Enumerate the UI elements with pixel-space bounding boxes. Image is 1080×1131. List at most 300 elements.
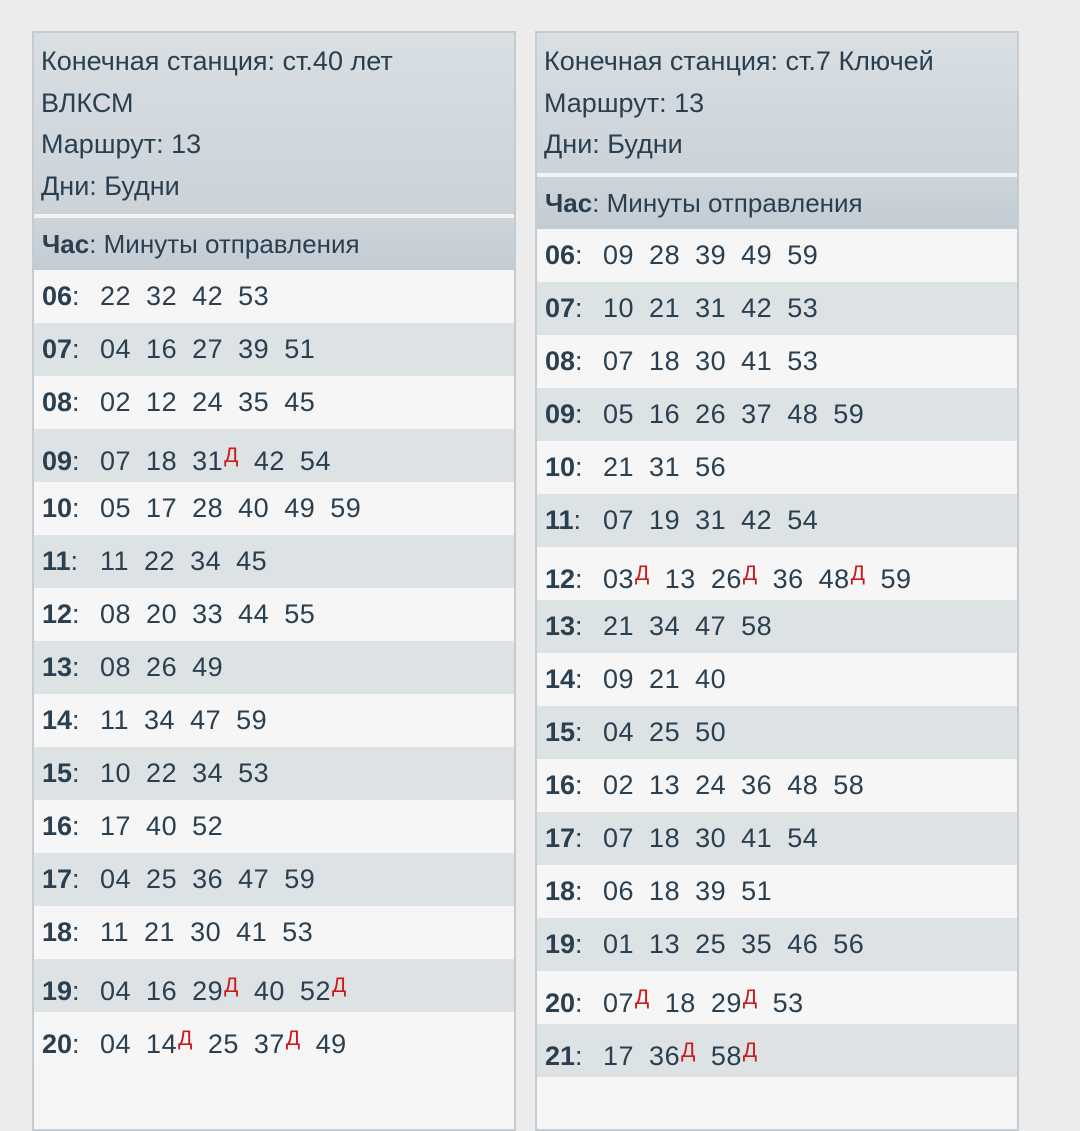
minute-value: 36 [649, 1040, 681, 1071]
departure-minute [100, 641, 131, 694]
departure-minute [100, 800, 131, 853]
minute-value: 53 [282, 917, 314, 947]
minute-value: 19 [649, 504, 681, 535]
header-minutes: : Минуты отправления [592, 187, 863, 218]
hour-cell [545, 759, 603, 812]
minute-value: 36 [192, 864, 224, 894]
minutes-cell [603, 770, 879, 800]
minutes-cell [100, 1029, 362, 1059]
minute-value: 58 [833, 769, 865, 800]
minutes-cell [603, 346, 833, 376]
minutes-cell [603, 1038, 773, 1071]
minute-value: 36 [772, 563, 804, 594]
departure-minute [603, 1030, 634, 1083]
hour-value: 16 [42, 811, 73, 841]
hour-value: 18 [42, 917, 73, 947]
departure-minute [238, 323, 269, 376]
minute-value: 31 [649, 451, 681, 482]
hour-separator: : [72, 1029, 80, 1059]
minute-value: 53 [787, 292, 819, 323]
departure-minute [603, 759, 634, 812]
minute-value: 26 [146, 652, 178, 682]
departure-minute [100, 535, 129, 588]
departure-minute [146, 641, 177, 694]
departure-minute [787, 494, 818, 547]
minutes-cell [603, 399, 879, 429]
departure-minute [649, 759, 680, 812]
departure-minute [880, 553, 911, 606]
trip-mark: Д [224, 974, 239, 997]
hour-cell [545, 229, 603, 282]
table-row [537, 547, 1017, 600]
minute-value: 33 [192, 599, 224, 629]
hour-value: 11 [545, 504, 574, 535]
departure-minute [146, 1012, 193, 1071]
minute-value: 03 [603, 563, 635, 594]
minute-value: 13 [664, 563, 696, 594]
hour-value: 06 [545, 239, 576, 270]
table-header [34, 218, 514, 270]
minute-value: 53 [772, 987, 804, 1018]
minutes-cell [100, 758, 284, 788]
departure-minute [192, 641, 223, 694]
hour-value: 14 [545, 663, 576, 694]
table-row [537, 1024, 1017, 1077]
hour-separator: : [575, 239, 583, 270]
table-row [34, 323, 514, 376]
hour-value: 07 [42, 334, 73, 364]
departure-minute [100, 435, 131, 488]
hour-cell [42, 588, 100, 641]
minute-value: 08 [100, 652, 132, 682]
minute-value: 16 [146, 976, 178, 1006]
minute-value: 09 [603, 663, 635, 694]
hour-value: 13 [545, 610, 576, 641]
minute-value: 04 [603, 716, 635, 747]
departure-minute [695, 653, 726, 706]
table-row [34, 747, 514, 800]
departure-minute [741, 335, 772, 388]
table-row [537, 600, 1017, 653]
table-row [537, 706, 1017, 759]
departure-minute [787, 388, 818, 441]
departure-minute [238, 853, 269, 906]
minute-value: 54 [787, 504, 819, 535]
hour-cell [42, 641, 100, 694]
departure-minute [100, 323, 131, 376]
table-row [537, 494, 1017, 547]
minute-value: 39 [238, 334, 270, 364]
minute-value: 44 [238, 599, 270, 629]
table-row [34, 641, 514, 694]
minute-value: 04 [100, 1029, 132, 1059]
departure-minute [236, 694, 267, 747]
departure-minute [603, 600, 634, 653]
hour-cell [545, 553, 603, 606]
departure-minute [741, 865, 772, 918]
departure-minute [787, 335, 818, 388]
departure-minute [695, 335, 726, 388]
table-row [34, 270, 514, 323]
hour-cell [42, 965, 100, 1018]
minute-value: 10 [603, 292, 635, 323]
minute-value: 37 [741, 398, 773, 429]
departure-minute [316, 1018, 347, 1071]
hour-cell [545, 600, 603, 653]
table-row [34, 1012, 514, 1065]
departure-minute [741, 282, 772, 335]
hour-separator: : [72, 493, 80, 523]
hour-separator: : [72, 599, 80, 629]
minute-value: 16 [649, 398, 681, 429]
minute-value: 22 [144, 546, 176, 576]
departure-minute [603, 547, 650, 606]
minute-value: 05 [100, 493, 132, 523]
hour-cell [545, 282, 603, 335]
hour-separator: : [72, 281, 80, 311]
minute-value: 40 [695, 663, 727, 694]
hour-value: 15 [42, 758, 73, 788]
minute-value: 26 [710, 563, 742, 594]
minute-value: 07 [603, 504, 635, 535]
departure-minute [741, 600, 772, 653]
departure-minute [603, 335, 634, 388]
hour-value: 18 [545, 875, 576, 906]
minute-value: 07 [603, 987, 635, 1018]
minute-value: 14 [146, 1029, 178, 1059]
table-row [34, 800, 514, 853]
trip-mark: Д [285, 1027, 301, 1050]
hour-separator: : [575, 769, 583, 800]
hour-cell [545, 706, 603, 759]
minute-value: 22 [146, 758, 178, 788]
departure-minute [284, 323, 315, 376]
hour-cell [545, 977, 603, 1030]
minute-value: 18 [664, 987, 696, 1018]
hour-value: 13 [42, 652, 73, 682]
hour-cell [545, 441, 603, 494]
minute-value: 47 [190, 705, 222, 735]
departure-minute [603, 812, 634, 865]
hour-separator: : [575, 292, 583, 323]
minute-value: 59 [284, 864, 316, 894]
minute-value: 21 [144, 917, 176, 947]
departure-minute [603, 653, 634, 706]
departure-minute [665, 977, 696, 1030]
minute-value: 04 [100, 864, 132, 894]
hour-value: 15 [545, 716, 576, 747]
departure-minute [146, 482, 177, 535]
minutes-cell [603, 505, 833, 535]
hour-value: 09 [42, 446, 73, 476]
departure-minute [144, 535, 175, 588]
header-hour: Час [545, 187, 593, 218]
departure-minute [603, 441, 634, 494]
minutes-cell [603, 985, 819, 1018]
departure-minute [711, 1024, 758, 1083]
table-row [537, 812, 1017, 865]
hour-separator: : [575, 563, 583, 594]
minute-value: 54 [787, 822, 819, 853]
departure-minute [192, 270, 223, 323]
minute-value: 56 [695, 451, 727, 482]
departure-minute [238, 747, 269, 800]
departure-minute [238, 588, 269, 641]
departure-minute [695, 282, 726, 335]
departure-minute [190, 535, 221, 588]
minute-value: 55 [284, 599, 316, 629]
departure-minute [695, 441, 726, 494]
departure-minute [741, 759, 772, 812]
hour-separator: : [573, 504, 582, 535]
hour-cell [42, 747, 100, 800]
table-row [537, 282, 1017, 335]
minute-value: 49 [741, 239, 773, 270]
departure-minute [649, 918, 680, 971]
departure-minute [192, 747, 223, 800]
trip-mark: Д [850, 561, 866, 585]
departure-minute [100, 965, 131, 1018]
minutes-cell [100, 334, 330, 364]
departure-minute [146, 800, 177, 853]
minute-value: 29 [192, 976, 224, 1006]
minutes-cell [100, 599, 330, 629]
table-row [34, 429, 514, 482]
minute-value: 52 [299, 976, 331, 1006]
minute-value: 11 [100, 546, 130, 576]
minute-value: 40 [253, 976, 285, 1006]
minute-value: 47 [238, 864, 270, 894]
minute-value: 45 [284, 387, 316, 417]
minute-value: 50 [695, 716, 727, 747]
hour-value: 17 [42, 864, 73, 894]
hour-cell [545, 653, 603, 706]
hour-separator: : [575, 610, 583, 641]
minute-value: 21 [649, 663, 681, 694]
hour-cell [42, 853, 100, 906]
minute-value: 34 [144, 705, 176, 735]
minute-value: 42 [741, 504, 773, 535]
table-row [537, 441, 1017, 494]
departure-minute [649, 706, 680, 759]
departure-minute [695, 918, 726, 971]
departure-minute [741, 494, 772, 547]
hour-value: 19 [545, 928, 576, 959]
departure-minute [100, 906, 129, 959]
departure-minute [146, 270, 177, 323]
departure-minute [208, 1018, 239, 1071]
hour-separator: : [575, 398, 583, 429]
minute-value: 31 [695, 504, 727, 535]
minute-value: 26 [695, 398, 727, 429]
minute-value: 08 [100, 599, 132, 629]
hour-cell [545, 812, 603, 865]
departure-minute [695, 759, 726, 812]
departure-minute [649, 494, 680, 547]
departure-minute [192, 482, 223, 535]
minute-value: 59 [787, 239, 819, 270]
minute-value: 21 [649, 292, 681, 323]
departure-minute [254, 965, 285, 1018]
minute-value: 35 [741, 928, 773, 959]
schedule-rows [34, 270, 514, 1065]
minute-value: 37 [253, 1029, 285, 1059]
departure-minute [787, 282, 818, 335]
end-station-line2: ВЛКСМ [41, 87, 134, 118]
departure-minute [741, 388, 772, 441]
hour-cell [545, 388, 603, 441]
departure-minute [192, 959, 239, 1018]
minute-value: 18 [649, 875, 681, 906]
departure-minute [695, 600, 726, 653]
end-station-line1: Конечная станция: ст.40 лет [41, 46, 393, 76]
minute-value: 59 [833, 398, 865, 429]
table-row [34, 535, 514, 588]
minute-value: 48 [787, 769, 819, 800]
minute-value: 49 [192, 652, 224, 682]
departure-minute [819, 547, 866, 606]
departure-minute [146, 747, 177, 800]
table-row [34, 906, 514, 959]
departure-minute [603, 971, 650, 1030]
minute-value: 39 [695, 239, 727, 270]
departure-minute [695, 388, 726, 441]
minute-value: 30 [695, 822, 727, 853]
departure-minute [192, 429, 239, 488]
minute-value: 05 [603, 398, 635, 429]
table-header [537, 177, 1017, 229]
minute-value: 07 [100, 446, 132, 476]
minute-value: 02 [100, 387, 132, 417]
departure-minute [192, 376, 223, 429]
minutes-cell [100, 864, 330, 894]
minute-value: 04 [100, 976, 132, 1006]
departure-minute [649, 282, 680, 335]
minute-value: 04 [100, 334, 132, 364]
timetable-panel-left [32, 31, 516, 1131]
minutes-cell [100, 281, 284, 311]
minutes-cell [603, 561, 926, 594]
route-label: Маршрут: 13 [544, 87, 705, 118]
departure-minute [649, 441, 680, 494]
departure-minute [773, 553, 804, 606]
timetable-info [537, 33, 1017, 177]
departure-minute [741, 229, 772, 282]
hour-separator: : [72, 334, 80, 364]
departure-minute [300, 435, 331, 488]
days-label: Дни: Будни [41, 170, 180, 201]
table-row [34, 959, 514, 1012]
timetable-panel-right [535, 31, 1019, 1131]
minute-value: 59 [330, 493, 362, 523]
departure-minute [146, 965, 177, 1018]
minute-value: 34 [649, 610, 681, 641]
minute-value: 24 [695, 769, 727, 800]
table-row [34, 588, 514, 641]
departure-minute [649, 335, 680, 388]
hour-separator: : [70, 546, 79, 576]
minute-value: 25 [649, 716, 681, 747]
hour-cell [42, 482, 100, 535]
minute-value: 58 [710, 1040, 742, 1071]
minute-value: 34 [190, 546, 222, 576]
minute-value: 11 [100, 705, 130, 735]
departure-minute [695, 229, 726, 282]
hour-separator: : [575, 987, 583, 1018]
table-row [537, 388, 1017, 441]
minute-value: 42 [253, 446, 285, 476]
departure-minute [649, 865, 680, 918]
minutes-cell [100, 976, 362, 1006]
hour-cell [545, 865, 603, 918]
minute-value: 10 [100, 758, 132, 788]
minute-value: 28 [649, 239, 681, 270]
minute-value: 06 [603, 875, 635, 906]
minute-value: 30 [190, 917, 222, 947]
minute-value: 59 [880, 563, 912, 594]
departure-minute [603, 706, 634, 759]
table-row [537, 229, 1017, 282]
minute-value: 25 [146, 864, 178, 894]
minutes-cell [100, 917, 328, 947]
table-row [537, 335, 1017, 388]
trip-mark: Д [742, 561, 758, 585]
hour-separator: : [72, 976, 80, 1006]
minute-value: 51 [284, 334, 316, 364]
header-hour: Час [42, 229, 90, 259]
hour-separator: : [72, 446, 80, 476]
minute-value: 18 [649, 345, 681, 376]
departure-minute [192, 588, 223, 641]
hour-cell [545, 918, 603, 971]
route-label: Маршрут: 13 [41, 129, 202, 159]
end-station-line1: Конечная станция: ст.7 Ключей [544, 46, 934, 76]
hour-cell [42, 323, 100, 376]
departure-minute [236, 906, 267, 959]
departure-minute [603, 388, 634, 441]
minute-value: 35 [238, 387, 270, 417]
hour-value: 21 [545, 1040, 576, 1071]
hour-cell [42, 435, 100, 488]
hour-value: 14 [42, 705, 73, 735]
departure-minute [603, 229, 634, 282]
departure-minute [282, 906, 313, 959]
hour-value: 12 [42, 599, 73, 629]
hour-value: 06 [42, 281, 73, 311]
departure-minute [649, 653, 680, 706]
minute-value: 28 [192, 493, 224, 523]
minute-value: 53 [238, 281, 270, 311]
hour-value: 16 [545, 769, 576, 800]
departure-minute [284, 588, 315, 641]
minute-value: 51 [741, 875, 773, 906]
table-row [34, 482, 514, 535]
minutes-cell [603, 929, 879, 959]
departure-minute [741, 812, 772, 865]
trip-mark: Д [224, 444, 239, 467]
minute-value: 17 [603, 1040, 635, 1071]
minute-value: 21 [603, 610, 635, 641]
minute-value: 36 [741, 769, 773, 800]
minute-value: 17 [100, 811, 132, 841]
departure-minute [741, 918, 772, 971]
departure-minute [649, 388, 680, 441]
departure-minute [300, 959, 347, 1018]
minute-value: 41 [741, 822, 773, 853]
timetable-info [34, 33, 514, 218]
minute-value: 07 [603, 345, 635, 376]
minute-value: 56 [833, 928, 865, 959]
